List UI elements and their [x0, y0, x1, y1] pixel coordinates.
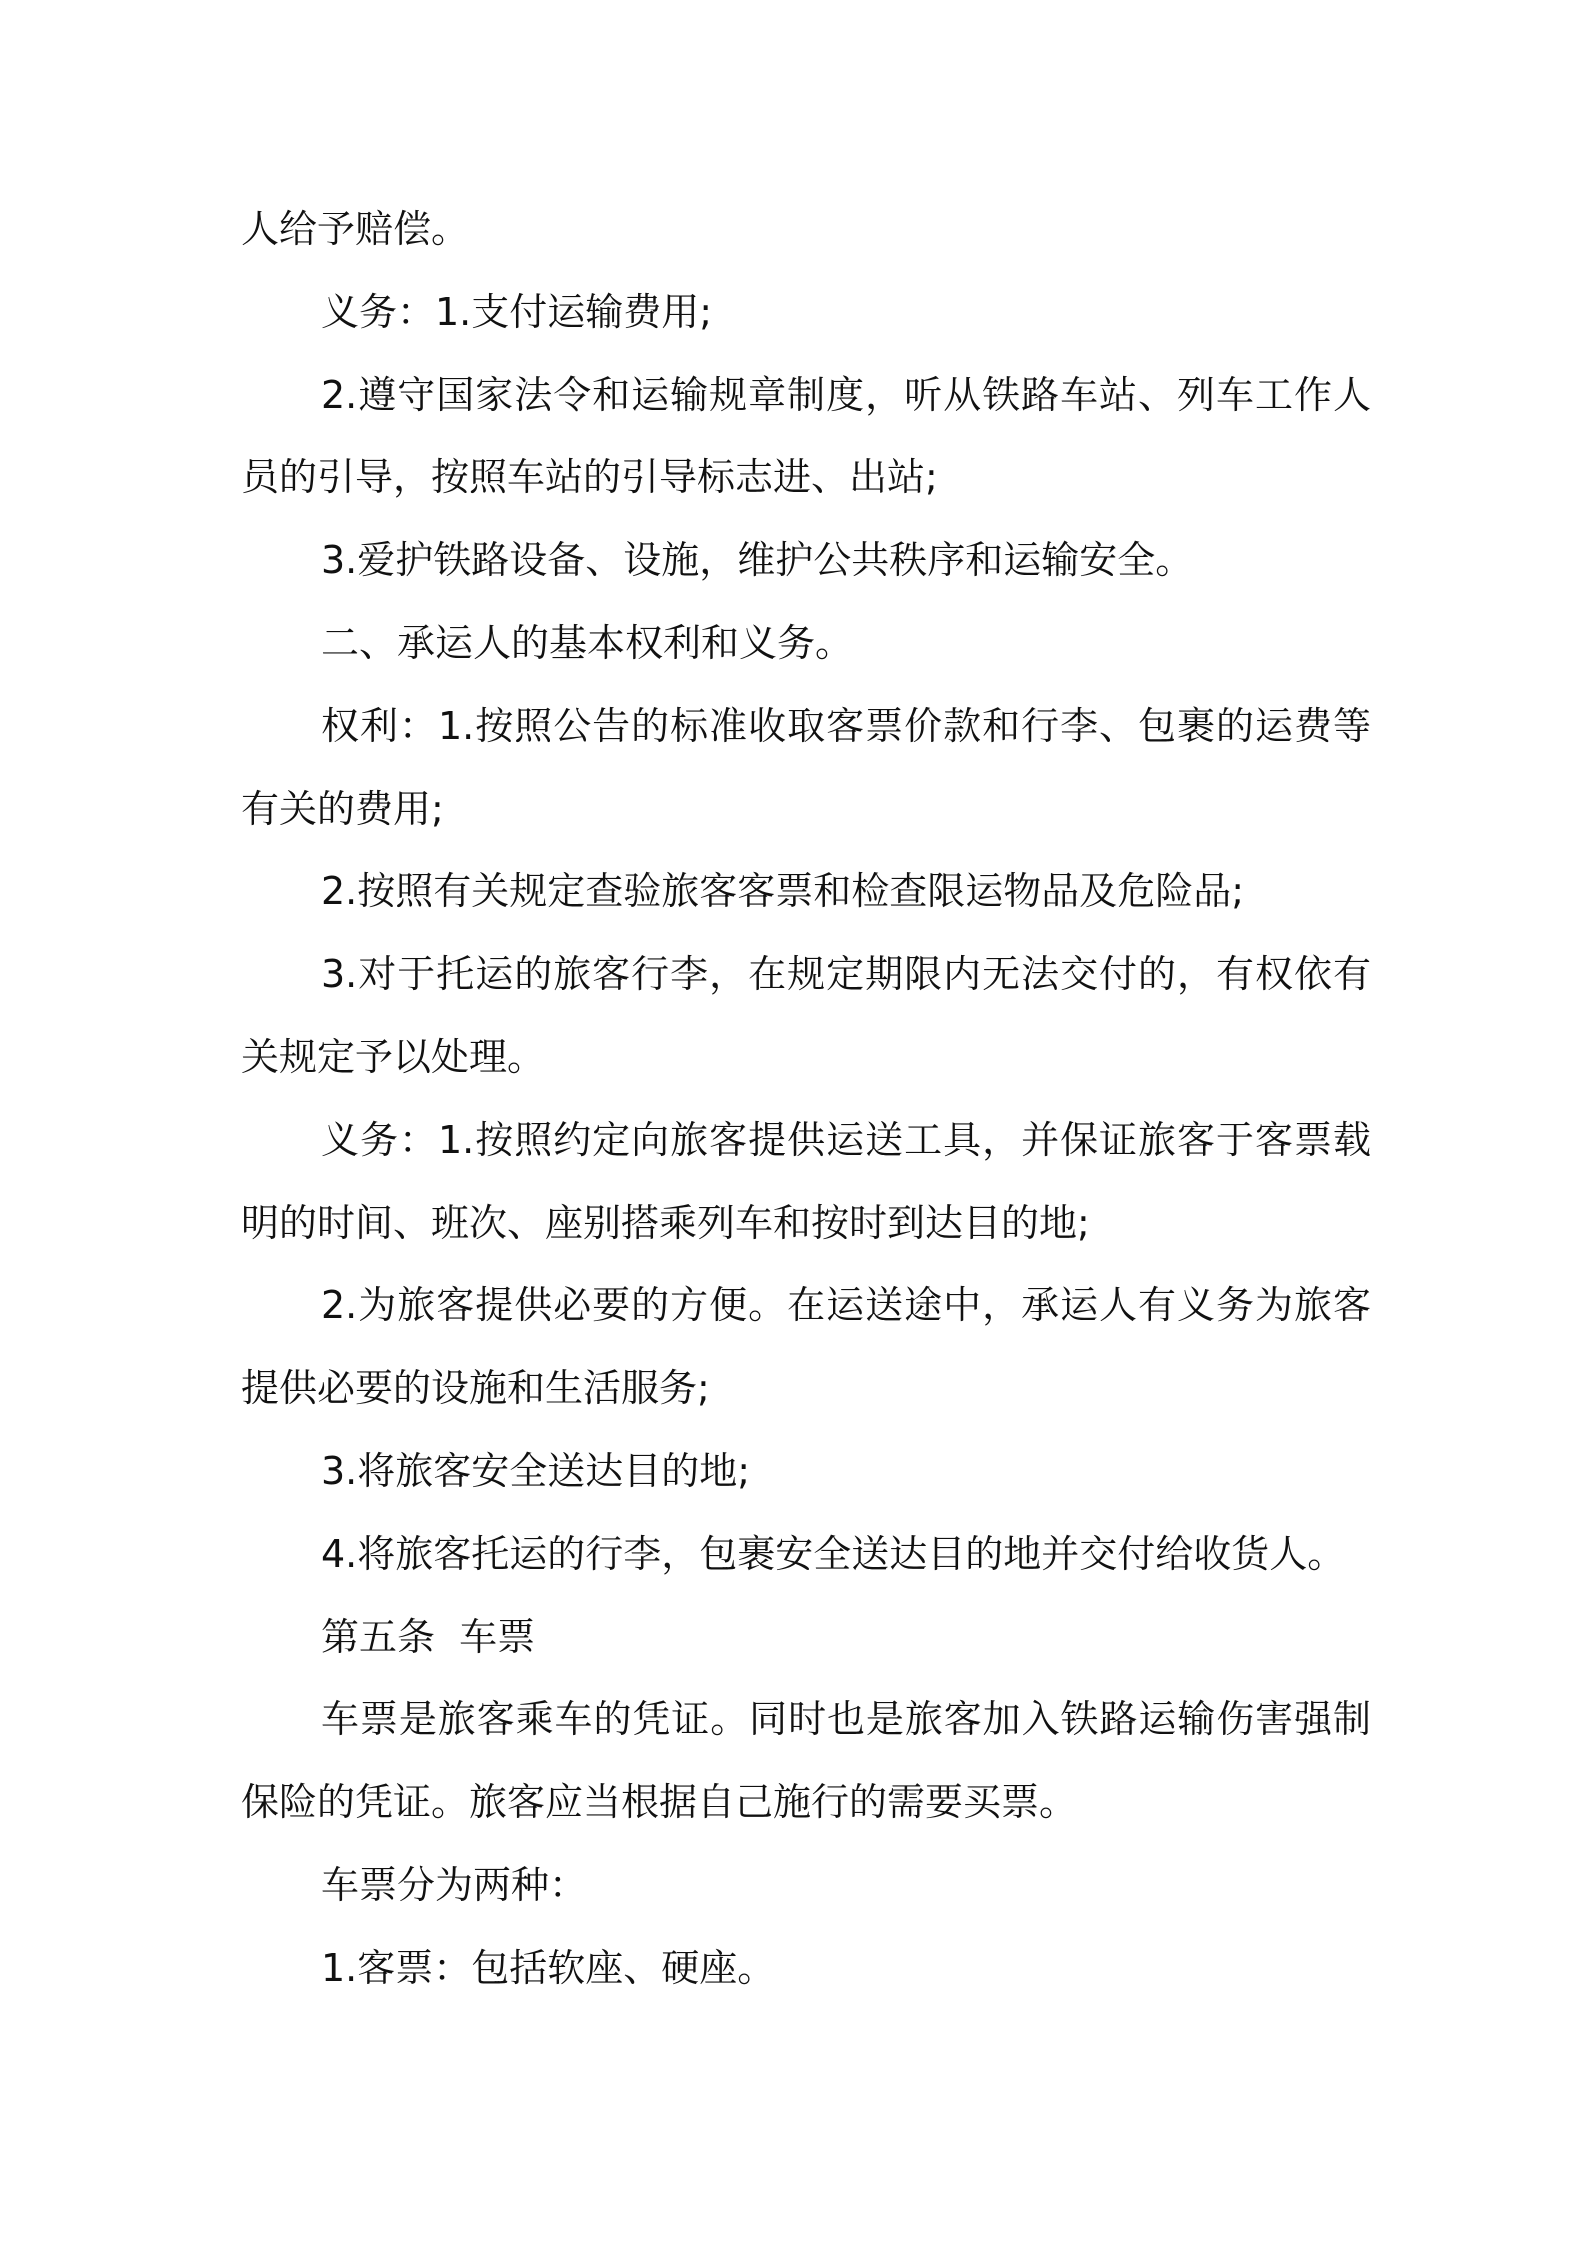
paragraph: 义务：1.按照约定向旅客提供运送工具，并保证旅客于客票载明的时间、班次、座别搭乘列车和按时到达目的地; [241, 1117, 1371, 1245]
paragraph: 3.爱护铁路设备、设施，维护公共秩序和运输安全。 [321, 538, 1194, 583]
paragraph: 2.按照有关规定查验旅客客票和检查限运物品及危险品; [321, 869, 1245, 914]
document-body [241, 188, 1371, 2010]
paragraph: 3.对于托运的旅客行李，在规定期限内无法交付的，有权依有关规定予以处理。 [241, 952, 1371, 1079]
paragraph: 车票分为两种： [321, 1862, 588, 1907]
paragraph: 1.客票：包括软座、硬座。 [321, 1945, 776, 1990]
paragraph: 2.为旅客提供必要的方便。在运送途中，承运人有义务为旅客提供必要的设施和生活服务; [241, 1283, 1371, 1411]
paragraph: 权利：1.按照公告的标准收取客票价款和行李、包裹的运费等有关的费用; [241, 703, 1371, 831]
paragraph: 3.将旅客安全送达目的地; [321, 1448, 751, 1493]
paragraph: 车票是旅客乘车的凭证。同时也是旅客加入铁路运输伤害强制保险的凭证。旅客应当根据自己施行的需要买票。 [241, 1697, 1371, 1825]
paragraph: 义务：1.支付运输费用; [321, 289, 713, 334]
paragraph: 2.遵守国家法令和运输规章制度，听从铁路车站、列车工作人员的引导，按照车站的引导标志进、出站; [241, 372, 1371, 500]
article-heading: 第五条 车票 [321, 1614, 536, 1659]
paragraph: 人给予赔偿。 [241, 207, 470, 251]
paragraph: 4.将旅客托运的行李，包裹安全送达目的地并交付给收货人。 [321, 1531, 1346, 1576]
section-heading: 二、承运人的基本权利和义务。 [321, 620, 854, 665]
